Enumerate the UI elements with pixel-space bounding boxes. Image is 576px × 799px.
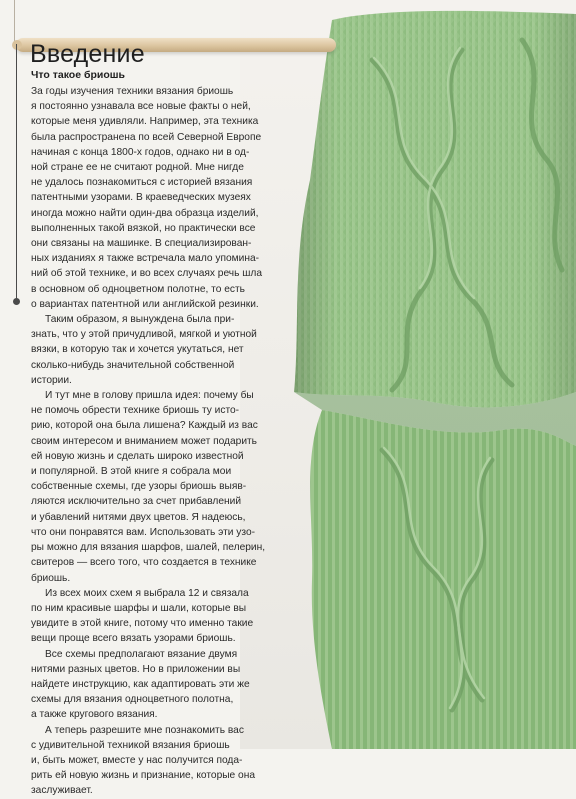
text-line: ляются исключительно за счет прибавлений: [31, 496, 242, 508]
text-line: свитеров — всего того, что создается в технике: [31, 557, 257, 569]
text-line: не помочь обрести технике бриошь ту исто-: [31, 405, 240, 417]
paragraph: [31, 647, 267, 723]
page-title: Введение: [30, 40, 145, 68]
section-subtitle: Что такое бриошь: [31, 69, 125, 81]
text-line: Из всех моих схем я выбрала 12 и связала: [45, 587, 249, 599]
hanging-string: [14, 0, 15, 44]
text-line: которые меня удивляли. Например, эта техника: [31, 116, 259, 128]
text-line: выполненных такой вязкой, но практически все: [31, 222, 256, 234]
margin-guide-dot: [13, 298, 20, 305]
text-line: Все схемы предполагают вязание двумя: [45, 648, 238, 660]
text-line: и популярной. В этой книге я собрала мои: [31, 466, 232, 478]
text-line: заслуживает.: [31, 785, 93, 797]
text-line: патентными узорами. В краеведческих музеях: [31, 192, 251, 204]
paragraph: [31, 84, 267, 312]
text-line: сколько-нибудь значительной собственной: [31, 359, 235, 371]
text-line: не удалось познакомиться с историей вязания: [31, 177, 253, 189]
text-line: и убавлений нитями двух цветов. Я надеюсь,: [31, 511, 246, 523]
text-line: ний об этой технике, и во всех случаях речь шла: [31, 268, 263, 280]
paragraph: [31, 723, 267, 799]
text-line: вещи проще всего вязать узорами бриошь.: [31, 633, 236, 645]
text-line: начиная с конца 1800-х годов, однако ни в од-: [31, 146, 250, 158]
paragraph: [31, 388, 267, 586]
text-line: в основном об одноцветном полотне, то есть: [31, 283, 245, 295]
text-line: бриошь.: [31, 572, 71, 584]
text-line: И тут мне в голову пришла идея: почему бы: [45, 390, 254, 402]
body-text: [31, 84, 267, 799]
text-line: рить ей новую жизнь и признание, которые она: [31, 770, 256, 782]
text-line: по ним красивые шарфы и шали, которые вы: [31, 602, 247, 614]
text-line: вязки, в которую так и хочется укутаться, нет: [31, 344, 244, 356]
text-line: иногда можно найти один-два образца изделий,: [31, 207, 259, 219]
text-line: ры можно для вязания шарфов, шалей, пелерин,: [31, 542, 266, 554]
text-line: и, быть может, вместе у нас получится пода-: [31, 754, 243, 766]
paragraph: [31, 586, 267, 647]
text-line: они связаны на машинке. В специализирован-: [31, 238, 252, 250]
text-line: Таким образом, я вынуждена была при-: [45, 314, 235, 326]
text-line: я постоянно узнавала все новые факты о ней,: [31, 101, 251, 113]
paragraph: [31, 312, 267, 388]
margin-guide-line: [16, 44, 17, 300]
text-line: знать, что у этой причудливой, мягкой и уютной: [31, 329, 257, 341]
text-line: За годы изучения техники вязания бриошь: [31, 86, 234, 97]
text-line: собственные схемы, где узоры бриошь выяв-: [31, 481, 247, 493]
text-line: с удивительной техникой вязания бриошь: [31, 739, 230, 751]
rod-end-knob: [12, 40, 22, 50]
text-line: ных изданиях я также встречала мало упомина-: [31, 253, 260, 265]
text-line: истории.: [31, 374, 72, 386]
text-line: А теперь разрешите мне познакомить вас: [45, 724, 244, 736]
text-line: найдете инструкцию, как адаптировать эти же: [31, 678, 250, 690]
text-line: увидите в этой книге, потому что именно такие: [31, 618, 254, 630]
text-line: что они понравятся вам. Использовать эти узо-: [31, 526, 256, 538]
knitted-scarf-photo: [262, 0, 576, 749]
text-line: схемы для вязания одноцветного полотна,: [31, 694, 234, 706]
text-line: ей новую жизнь и сделать широко известной: [31, 450, 244, 462]
text-line: рию, которой она была лишена? Каждый из вас: [31, 420, 258, 432]
text-line: ной стране ее не считают родной. Мне нигде: [31, 162, 244, 174]
text-line: о вариантах патентной или английской резинки.: [31, 298, 259, 310]
text-line: была распространена по всей Северной Европе: [31, 131, 262, 143]
text-line: а также кругового вязания.: [31, 709, 158, 721]
text-line: своим интересом и вниманием может подарить: [31, 435, 257, 447]
text-line: нитями разных цветов. Но в приложении вы: [31, 663, 241, 675]
